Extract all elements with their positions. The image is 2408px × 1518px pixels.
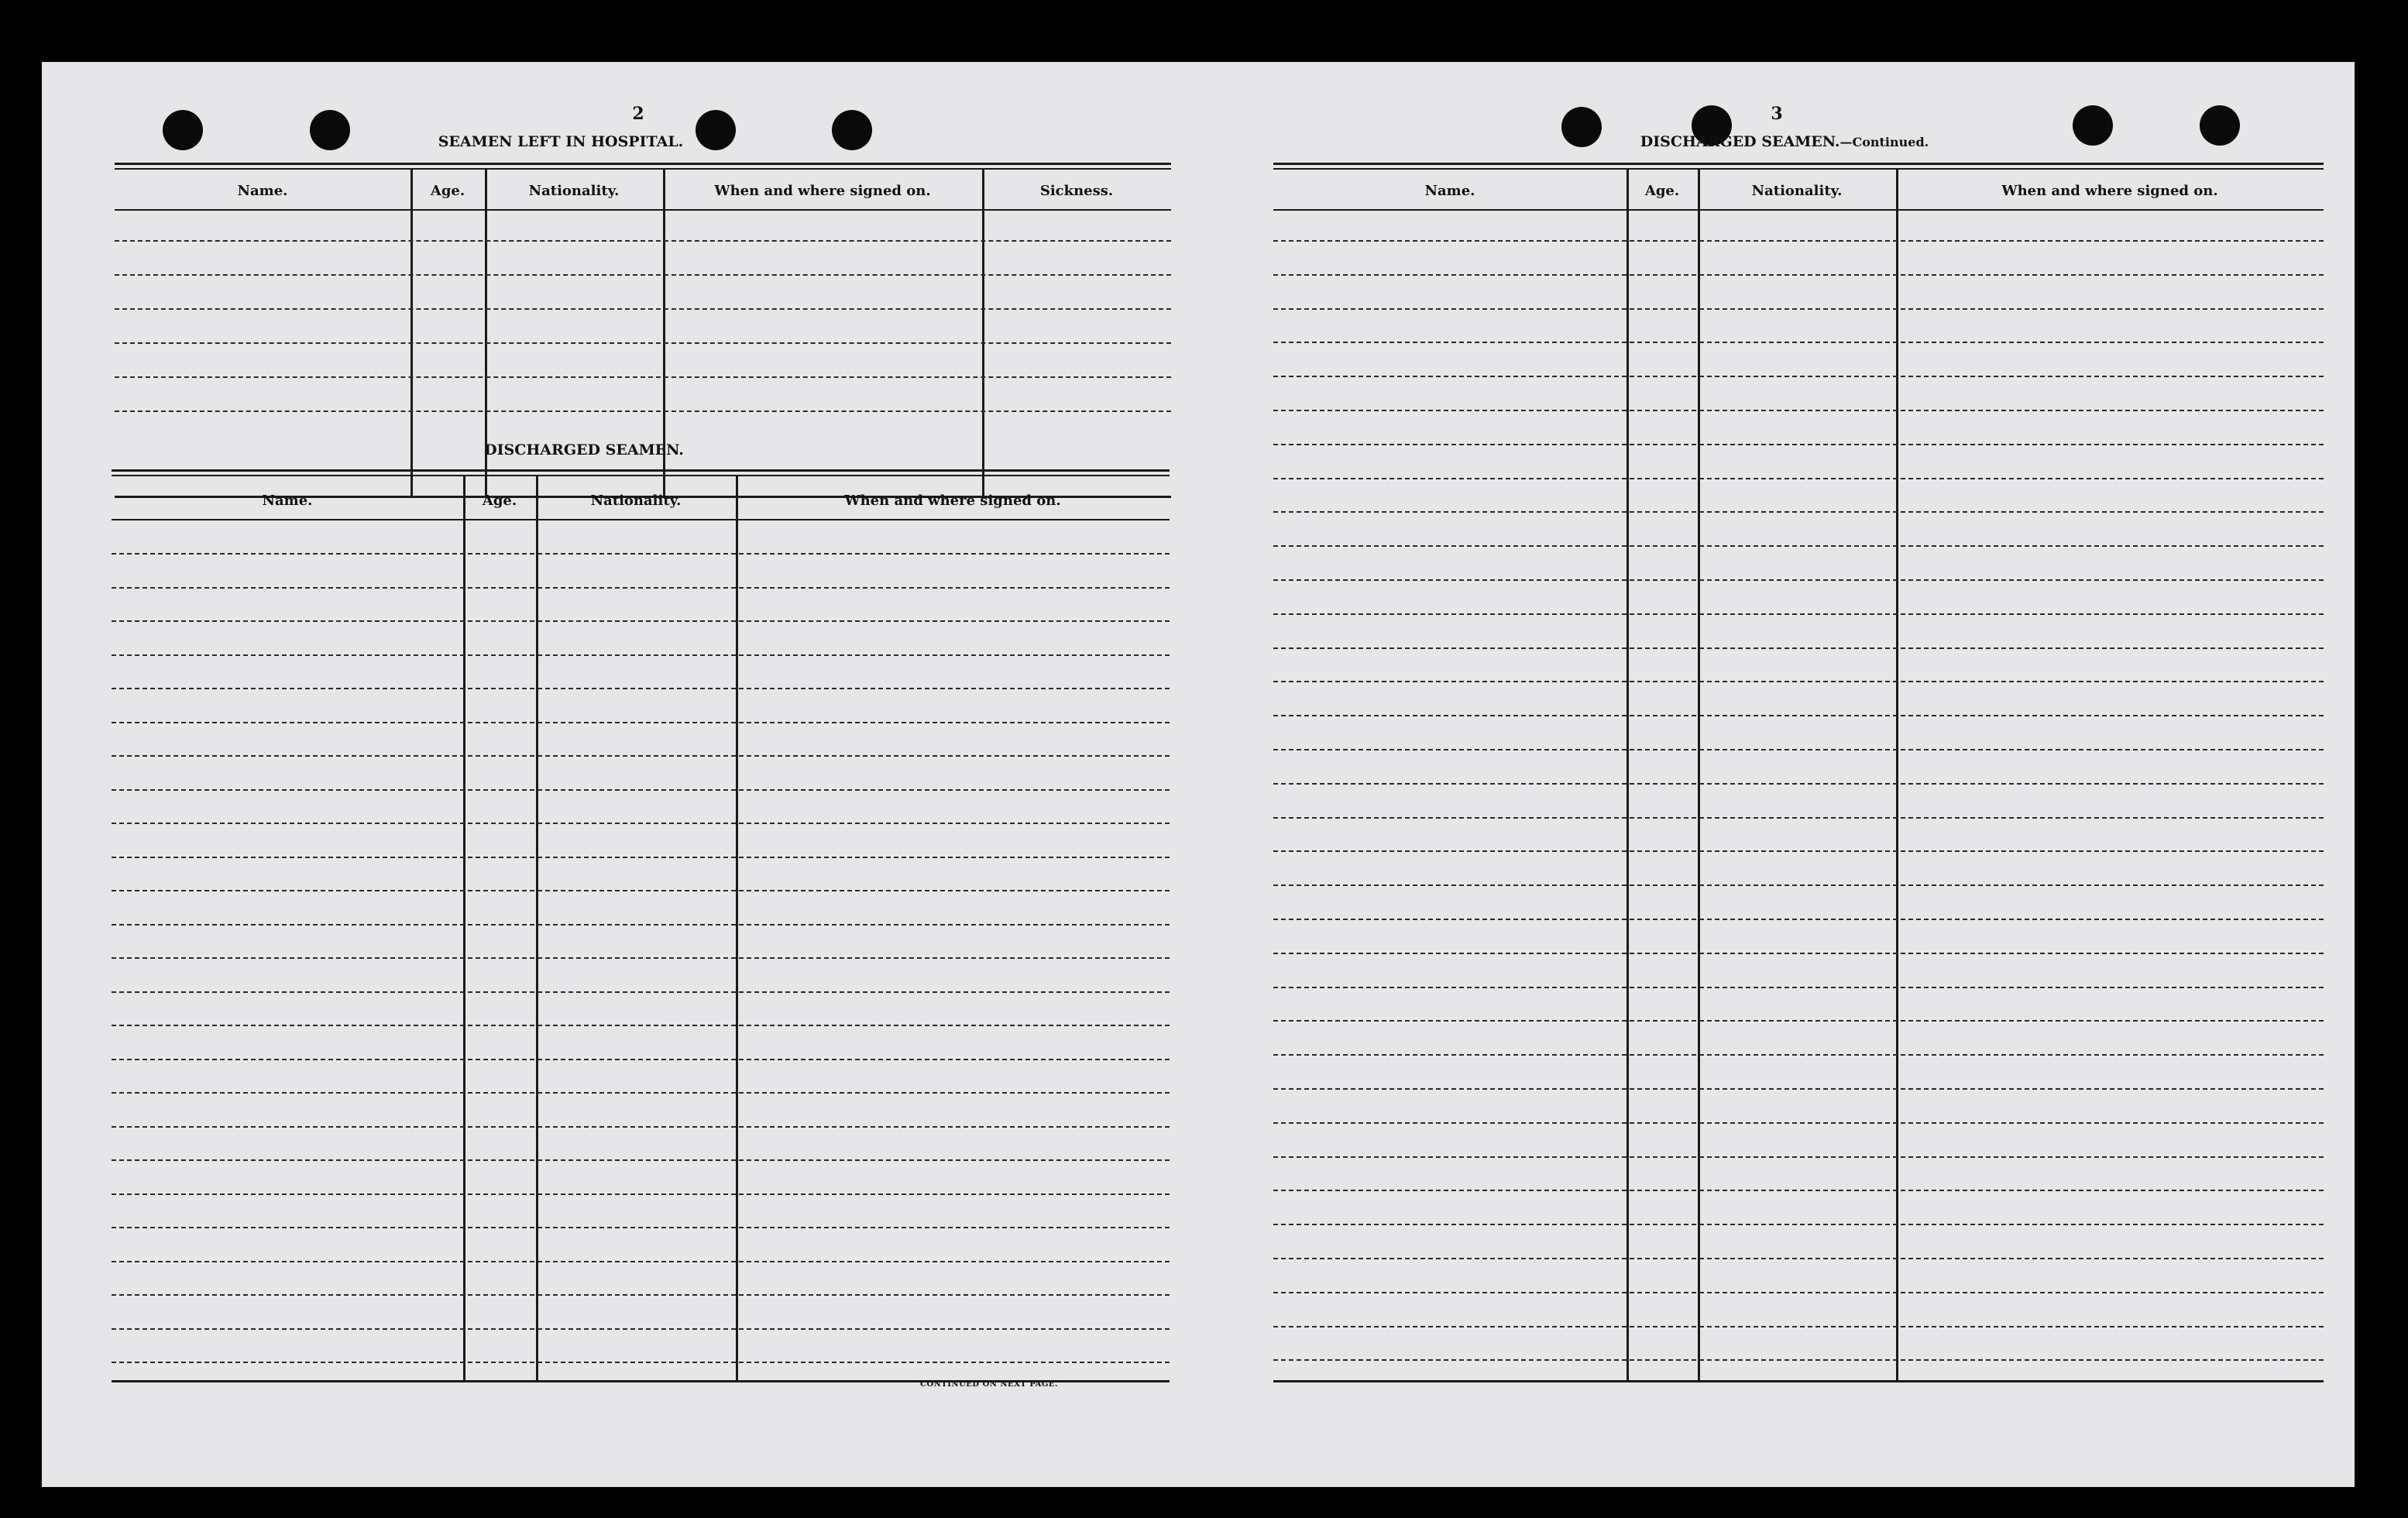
- ruled-row-line: [115, 410, 1171, 412]
- discharged-header-age: Age.: [482, 493, 517, 509]
- ruled-row-line: [112, 957, 1170, 959]
- ruled-row-line: [1273, 410, 2324, 411]
- right-header-name: Name.: [1424, 183, 1475, 199]
- ruled-row-line: [1273, 749, 2324, 750]
- ruled-row-line: [112, 1159, 1170, 1161]
- ruled-row-line: [112, 1227, 1170, 1228]
- ruled-row-line: [1273, 274, 2324, 276]
- ruled-row-line: [112, 1193, 1170, 1195]
- discharged-table-right: [1273, 163, 2324, 1382]
- punch-hole: [163, 110, 203, 150]
- ruled-row-line: [1273, 850, 2324, 852]
- ruled-row-line: [1273, 681, 2324, 682]
- ruled-row-line: [1273, 342, 2324, 343]
- ruled-row-line: [112, 620, 1170, 622]
- ruled-row-line: [1273, 953, 2324, 954]
- punch-hole: [2200, 105, 2240, 146]
- ruled-row-line: [1273, 1326, 2324, 1327]
- hospital-header-signed-on: When and where signed on.: [714, 183, 931, 199]
- ruled-row-line: [112, 857, 1170, 858]
- ruled-row-line: [115, 308, 1171, 310]
- ruled-row-line: [1273, 376, 2324, 377]
- ruled-row-line: [112, 688, 1170, 689]
- ruled-row-line: [1273, 1088, 2324, 1090]
- continued-note: CONTINUED ON NEXT PAGE.: [920, 1380, 1059, 1389]
- punch-hole: [310, 110, 350, 150]
- ruled-row-line: [112, 755, 1170, 757]
- ruled-row-line: [1273, 579, 2324, 581]
- hospital-section-title: SEAMEN LEFT IN HOSPITAL.: [438, 133, 684, 150]
- left-page-number: 2: [632, 104, 644, 124]
- discharged-header-name: Name.: [262, 493, 313, 509]
- document-sheet: [42, 62, 2355, 1487]
- ruled-row-line: [1273, 240, 2324, 242]
- ruled-row-line: [112, 553, 1170, 555]
- ruled-row-line: [1273, 1224, 2324, 1225]
- ruled-row-line: [1273, 884, 2324, 886]
- right-header-signed-on: When and where signed on.: [2001, 183, 2218, 199]
- ruled-row-line: [1273, 1156, 2324, 1158]
- ruled-row-line: [1273, 444, 2324, 445]
- punch-hole: [2073, 105, 2113, 146]
- discharged-section-title: DISCHARGED SEAMEN.: [484, 441, 684, 458]
- ruled-row-line: [1273, 987, 2324, 988]
- ruled-row-line: [112, 789, 1170, 791]
- hospital-header-age: Age.: [430, 183, 465, 199]
- ruled-row-line: [112, 991, 1170, 993]
- discharged-table-left: [112, 469, 1170, 1382]
- ruled-row-line: [1273, 1190, 2324, 1191]
- ruled-row-line: [115, 274, 1171, 276]
- ruled-row-line: [112, 654, 1170, 656]
- ruled-row-line: [112, 1126, 1170, 1128]
- ruled-row-line: [1273, 613, 2324, 615]
- discharged-header-signed-on: When and where signed on.: [844, 493, 1061, 509]
- ruled-row-line: [1273, 1258, 2324, 1259]
- ruled-row-line: [1273, 817, 2324, 819]
- right-section-title: [1552, 133, 2017, 150]
- ruled-row-line: [1273, 1292, 2324, 1293]
- ruled-row-line: [1273, 1122, 2324, 1124]
- right-header-age: Age.: [1644, 183, 1680, 199]
- ruled-row-line: [112, 1328, 1170, 1330]
- ruled-row-line: [112, 924, 1170, 926]
- ruled-row-line: [112, 1294, 1170, 1296]
- ruled-row-line: [1273, 1054, 2324, 1056]
- ruled-row-line: [112, 1362, 1170, 1363]
- ruled-row-line: [112, 722, 1170, 723]
- ruled-row-line: [1273, 1359, 2324, 1361]
- ruled-row-line: [112, 1025, 1170, 1026]
- right-page-number: 3: [1771, 104, 1783, 124]
- ruled-row-line: [1273, 308, 2324, 310]
- ruled-row-line: [1273, 783, 2324, 785]
- ruled-row-line: [115, 240, 1171, 242]
- punch-hole: [832, 110, 872, 150]
- ruled-row-line: [1273, 1020, 2324, 1022]
- ruled-row-line: [112, 1059, 1170, 1060]
- ruled-row-line: [1273, 715, 2324, 716]
- hospital-header-name: Name.: [237, 183, 288, 199]
- ruled-row-line: [1273, 545, 2324, 547]
- hospital-header-nationality: Nationality.: [528, 183, 620, 199]
- ruled-row-line: [1273, 919, 2324, 920]
- ruled-row-line: [1273, 647, 2324, 649]
- right-header-nationality: Nationality.: [1751, 183, 1843, 199]
- ruled-row-line: [112, 1261, 1170, 1262]
- ruled-row-line: [112, 890, 1170, 891]
- ruled-row-line: [115, 376, 1171, 378]
- right-title-continued: —Continued.: [1839, 135, 1929, 149]
- discharged-header-nationality: Nationality.: [590, 493, 682, 509]
- ruled-row-line: [1273, 511, 2324, 513]
- ruled-row-line: [112, 1092, 1170, 1094]
- hospital-header-sickness: Sickness.: [1039, 183, 1114, 199]
- ruled-row-line: [112, 587, 1170, 589]
- ruled-row-line: [1273, 478, 2324, 479]
- ruled-row-line: [115, 342, 1171, 344]
- ruled-row-line: [112, 823, 1170, 824]
- right-title-main: DISCHARGED SEAMEN.: [1640, 133, 1840, 150]
